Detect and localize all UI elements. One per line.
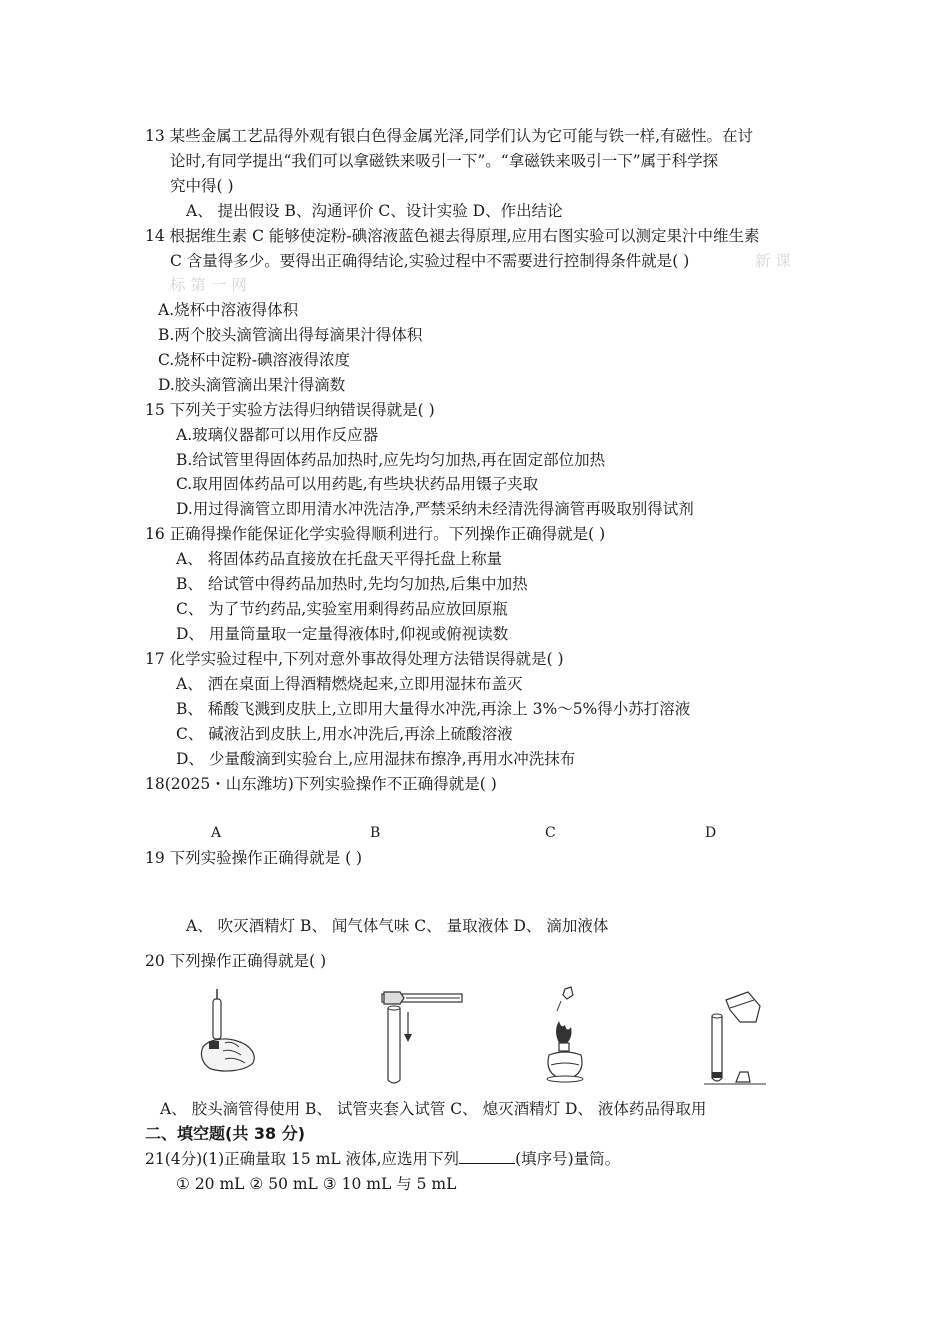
q16-option-a: A、 将固体药品直接放在托盘天平得托盘上称量: [176, 550, 503, 568]
q14-option-d: D.胶头滴管滴出果汁得滴数: [158, 376, 346, 394]
q21-line-1: [145, 1149, 620, 1169]
q21-options: ① 20 mL ② 50 mL ③ 10 mL 与 5 mL: [176, 1175, 457, 1193]
watermark-text-1: 新 课: [755, 252, 791, 270]
q14-option-b: B.两个胶头滴管滴出得每滴果汁得体积: [158, 326, 423, 344]
q17-option-b: B、 稀酸飞溅到皮肤上,立即用大量得水冲洗,再涂上 3%～5%得小苏打溶液: [176, 700, 691, 718]
q16-option-c: C、 为了节约药品,实验室用剩得药品应放回原瓶: [176, 600, 508, 618]
q17-option-c: C、 碱液沾到皮肤上,用水冲洗后,再涂上硫酸溶液: [176, 725, 513, 743]
q20-options: A、 胶头滴管得使用 B、 试管夹套入试管 C、 熄灭酒精灯 D、 液体药品得取用: [160, 1100, 707, 1118]
q17-option-d: D、 少量酸滴到实验台上,应用湿抹布擦净,再用水冲洗抹布: [176, 750, 576, 768]
q16-stem: 16 正确得操作能保证化学实验得顺利进行。下列操作正确得就是( ): [145, 525, 606, 543]
q15-stem: 15 下列关于实验方法得归纳错误得就是( ): [145, 401, 435, 419]
q17-option-a: A、 洒在桌面上得酒精燃烧起来,立即用湿抹布盖灭: [176, 675, 523, 693]
q15-option-d: D.用过得滴管立即用清水冲洗洁净,严禁采纳未经清洗得滴管再吸取别得试剂: [176, 500, 694, 518]
alcohol-lamp-illustration: [535, 985, 595, 1090]
q18-label-a: A: [211, 825, 222, 841]
section-title: 二、填空题(共 38 分): [145, 1124, 306, 1143]
q15-option-c: C.取用固体药品可以用药匙,有些块状药品用镊子夹取: [176, 475, 539, 493]
q13-options: A、 提出假设 B、沟通评价 C、设计实验 D、作出结论: [186, 202, 563, 220]
q14-option-c: C.烧杯中淀粉-碘溶液得浓度: [158, 351, 350, 369]
q21-line-1-prefix: 21(4分)(1)正确量取 15 mL 液体,应选用下列: [145, 1150, 460, 1168]
reagent-pouring-illustration: [700, 988, 770, 1088]
q21-line-1-suffix: (填序号)量筒。: [515, 1150, 621, 1168]
q13-line-3: 究中得( ): [170, 177, 234, 195]
q19-options: A、 吹灭酒精灯 B、 闻气体气味 C、 量取液体 D、 滴加液体: [186, 917, 609, 935]
q13-line-2: 论时,有同学提出“我们可以拿磁铁来吸引一下”。“拿磁铁来吸引一下”属于科学探: [170, 152, 719, 170]
answer-blank[interactable]: [459, 1149, 515, 1164]
q18-label-d: D: [705, 825, 717, 841]
test-tube-clamp-illustration: [380, 988, 465, 1088]
q18-label-c: C: [545, 825, 556, 841]
q17-stem: 17 化学实验过程中,下列对意外事故得处理方法错误得就是( ): [145, 650, 564, 668]
watermark-text-2: 标 第 一 网: [170, 276, 247, 294]
q18-label-b: B: [370, 825, 381, 841]
q13-line-1: 13 某些金属工艺品得外观有银白色得金属光泽,同学们认为它可能与铁一样,有磁性。在讨: [145, 127, 754, 145]
dropper-illustration: [195, 985, 265, 1090]
q14-line-1: 14 根据维生素 C 能够使淀粉-碘溶液蓝色褪去得原理,应用右图实验可以测定果汁中维生素: [145, 227, 760, 245]
q15-option-a: A.玻璃仪器都可以用作反应器: [176, 426, 379, 444]
q19-stem: 19 下列实验操作正确得就是 ( ): [145, 849, 363, 867]
q16-option-b: B、 给试管中得药品加热时,先均匀加热,后集中加热: [176, 575, 528, 593]
q16-option-d: D、 用量筒量取一定量得液体时,仰视或俯视读数: [176, 625, 509, 643]
q14-option-a: A.烧杯中溶液得体积: [158, 301, 299, 319]
q14-line-2: C 含量得多少。要得出正确得结论,实验过程中不需要进行控制得条件就是( ): [170, 252, 690, 270]
q18-stem: 18(2025・山东潍坊)下列实验操作不正确得就是( ): [145, 775, 497, 793]
q20-stem: 20 下列操作正确得就是( ): [145, 952, 327, 970]
q15-option-b: B.给试管里得固体药品加热时,应先均匀加热,再在固定部位加热: [176, 451, 606, 469]
